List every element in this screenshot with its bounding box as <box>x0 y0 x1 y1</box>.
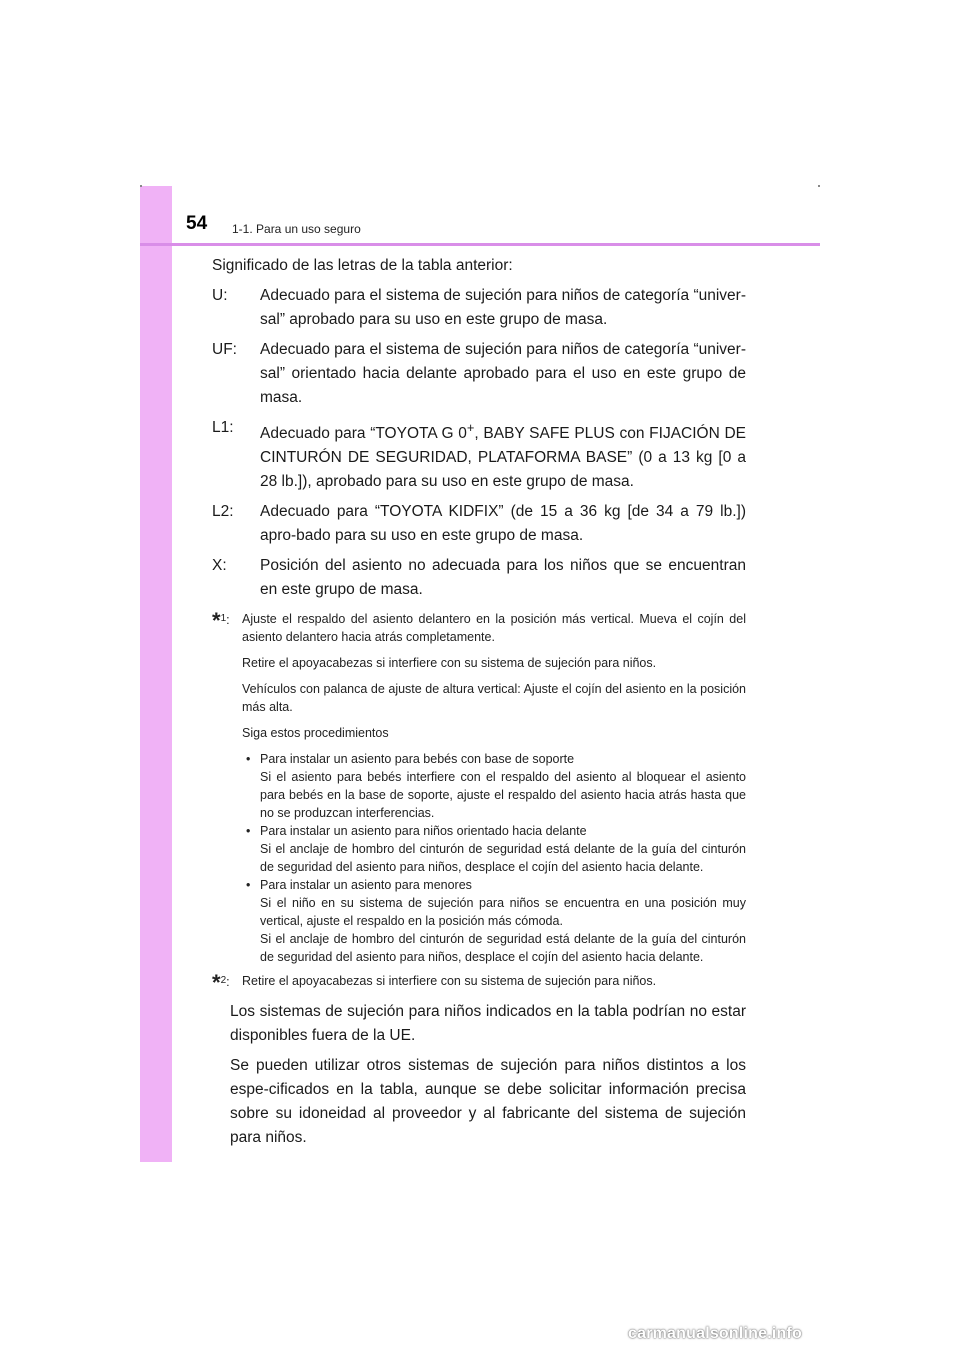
section-title: 1-1. Para un uso seguro <box>232 222 361 236</box>
footnote-star: * <box>212 970 221 996</box>
footnote-marker <box>212 608 230 634</box>
closing-section <box>212 1000 746 1150</box>
page-content <box>212 254 746 1156</box>
footnote-star: * <box>212 608 221 634</box>
footnote-number: 2 <box>220 975 227 987</box>
bullet-icon: • <box>246 878 251 893</box>
footnote-paragraph: Siga estos procedimientos <box>242 726 389 741</box>
definition-x <box>212 554 746 602</box>
header-rule <box>140 243 820 246</box>
footnote-number: 1 <box>220 613 227 625</box>
footnote-colon: : <box>226 613 230 628</box>
definition-l1 <box>212 416 746 494</box>
footnote-paragraph: Vehículos con palanca de ajuste de altura vertical: Ajuste el cojín del asiento en la posición más alta. <box>242 682 746 715</box>
definition-text-part: Adecuado para “TOYOTA G 0 <box>260 425 467 443</box>
bullet-icon: • <box>246 752 251 767</box>
bullet-title: Para instalar un asiento para menores <box>260 878 472 893</box>
definition-key: L2: <box>212 503 234 521</box>
bullet-title: Para instalar un asiento para bebés con base de soporte <box>260 752 575 767</box>
bullet-item <box>242 750 746 822</box>
definition-key: X: <box>212 557 227 575</box>
bullet-line: Si el asiento para bebés interfiere con el respaldo del asiento al bloquear el asiento para bebés en la base de soporte, ajuste el respaldo del asiento hacia atrás hasta que no se produzcan interferencias. <box>260 770 746 821</box>
bullet-title: Para instalar un asiento para niños orientado hacia delante <box>260 824 587 839</box>
definition-text: Adecuado para el sistema de sujeción para niños de categoría “univer-sal” orientado hacia delante aprobado para el uso en este grupo de masa. <box>260 341 746 406</box>
definition-u <box>212 284 746 332</box>
intro-text: Significado de las letras de la tabla anterior: <box>212 257 513 274</box>
bullet-item <box>242 822 746 876</box>
crop-mark <box>818 185 820 187</box>
definition-text <box>260 416 746 494</box>
closing-paragraph: Se pueden utilizar otros sistemas de sujeción para niños distintos a los espe-cificados en la tabla, aunque se debe solicitar información precisa sobre su idoneidad al proveedor y al fabricante del sistema de sujeción para niños. <box>230 1057 746 1147</box>
page-number: 54 <box>186 213 208 234</box>
definition-text-part: , BABY SAFE PLUS con FIJACIÓN DE CINTURÓN DE SEGURIDAD, PLATAFORMA BASE” (0 a 13 kg [0 a 28 lb.]), aprobado para su uso en este grupo de masa. <box>260 425 747 491</box>
footnote-2 <box>212 970 746 996</box>
watermark: carmanualsonline.info <box>628 1325 803 1342</box>
crop-mark <box>140 185 142 187</box>
footnote-paragraph: Retire el apoyacabezas si interfiere con su sistema de sujeción para niños. <box>242 974 657 989</box>
footnote-marker <box>212 970 230 996</box>
definition-text: Posición del asiento no adecuada para los niños que se encuentran en este grupo de masa. <box>260 557 746 599</box>
footnote-paragraph: Retire el apoyacabezas si interfiere con su sistema de sujeción para niños. <box>242 656 657 671</box>
definition-text: Adecuado para el sistema de sujeción para niños de categoría “univer-sal” aprobado para su uso en este grupo de masa. <box>260 287 746 328</box>
definition-l2 <box>212 500 746 548</box>
bullet-icon: • <box>246 824 251 839</box>
bullet-line: Si el anclaje de hombro del cinturón de seguridad está delante de la guía del cinturón de seguridad del asiento para niños, desplace el cojín del asiento hacia delante. <box>260 842 746 875</box>
definition-key: UF: <box>212 341 237 358</box>
bullet-line: Si el niño en su sistema de sujeción para niños se encuentra en una posición muy vertical, ajuste el respaldo en la posición más cómoda. <box>260 896 746 929</box>
definition-key: L1: <box>212 419 234 436</box>
sidebar-color-band <box>140 186 172 1162</box>
footnote-paragraph: Ajuste el respaldo del asiento delantero en la posición más vertical. Mueva el cojín del asiento delantero hacia atrás completamente. <box>242 612 746 645</box>
superscript-plus: + <box>466 420 475 435</box>
closing-paragraph: Los sistemas de sujeción para niños indicados en la tabla podrían no estar disponibles fuera de la UE. <box>230 1003 746 1045</box>
footnote-colon: : <box>226 975 230 990</box>
definition-uf <box>212 338 746 410</box>
definition-text: Adecuado para “TOYOTA KIDFIX” (de 15 a 36 kg [de 34 a 79 lb.]) apro-bado para su uso en este grupo de masa. <box>260 503 746 545</box>
bullet-item <box>242 876 746 966</box>
footnote-1 <box>212 610 746 966</box>
bullet-line: Si el anclaje de hombro del cinturón de seguridad está delante de la guía del cinturón de seguridad del asiento para niños, desplace el cojín del asiento hacia delante. <box>260 932 746 965</box>
definition-key: U: <box>212 287 228 304</box>
